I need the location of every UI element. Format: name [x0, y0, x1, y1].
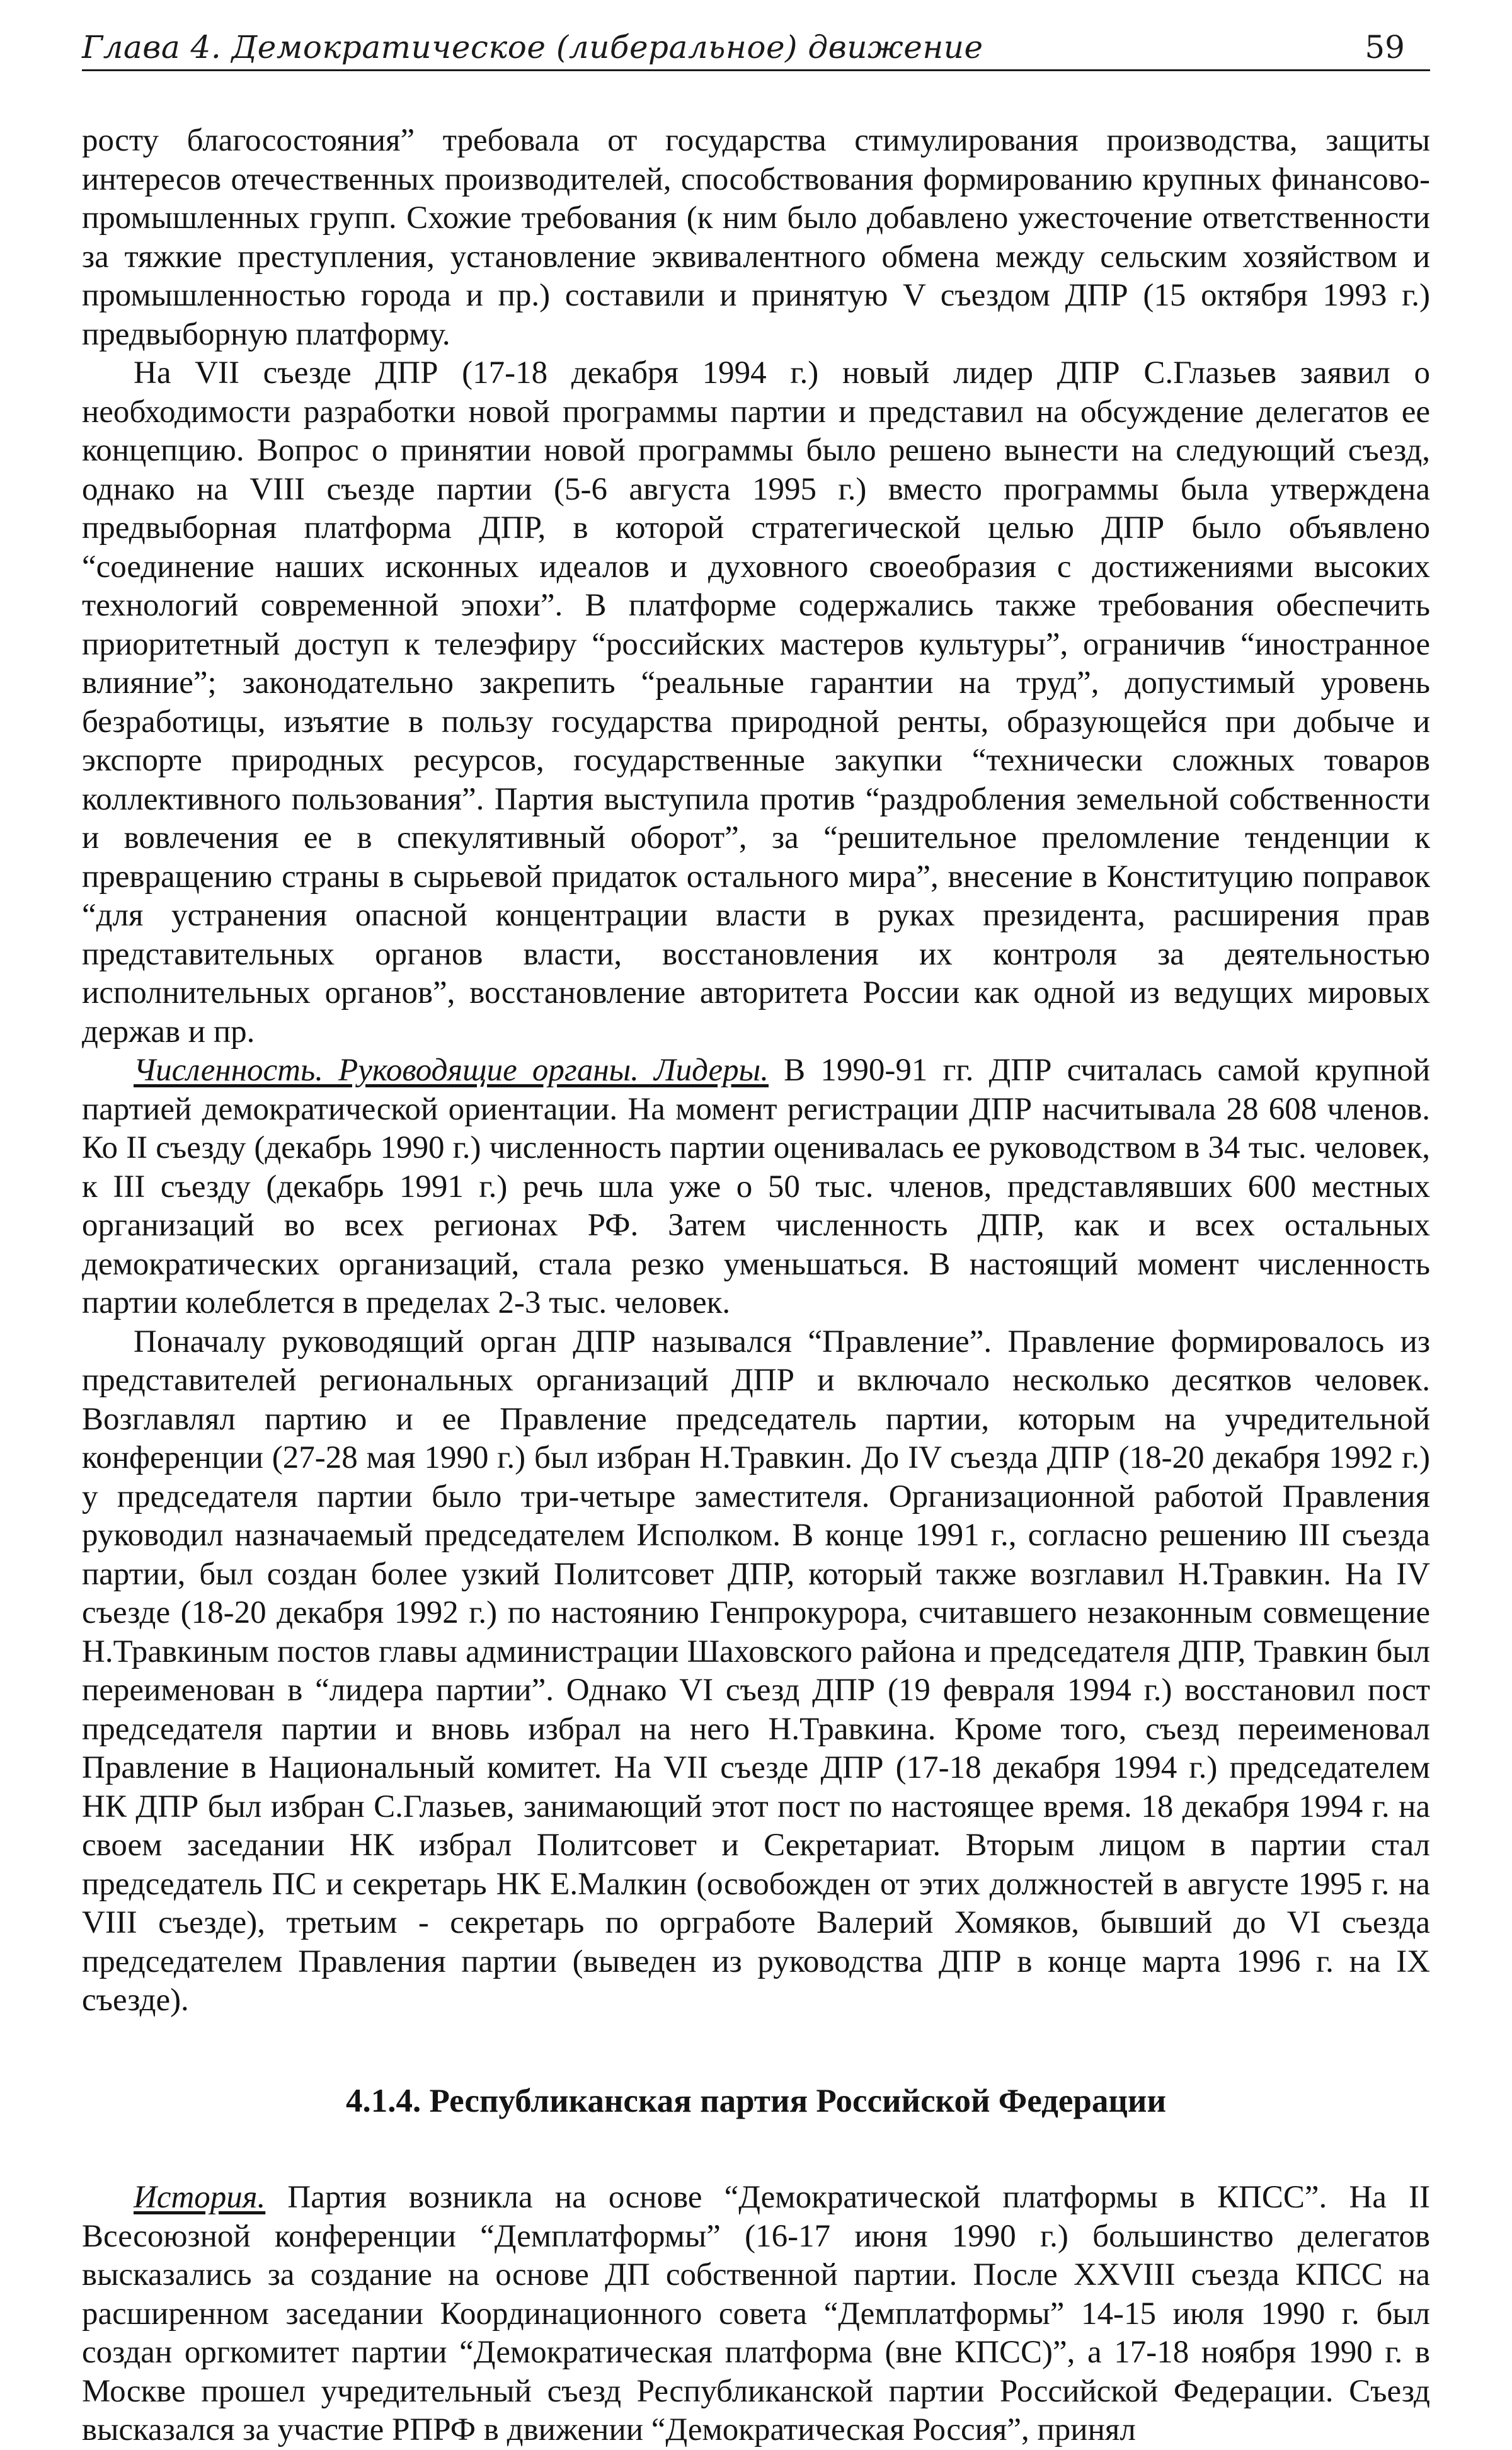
page-number: 59: [1365, 29, 1405, 66]
section-heading: 4.1.4. Республиканская партия Российской Федерации: [345, 2082, 1167, 2119]
book-page: [82, 18, 1430, 2447]
paragraph-membership-text: В 1990-91 гг. ДПР считалась самой крупной партией демократической ориентации. На момент регистрации ДПР насчитывала 28 608 членов. Ко II съезду (декабрь 1990 г.) численность партии оценивалась ее руководством в 34 тыс. человек, к III съезду (декабрь 1991 г.) речь шла уже о 50 тыс. членов, представлявших 600 местных организаций во всех регионах РФ. Затем численность ДПР, как и всех остальных демократических организаций, стала резко уменьшаться. В настоящий момент численность партии колеблется в пределах 2-3 тыс. человек.: [82, 1053, 1430, 1320]
running-header: [82, 18, 1430, 71]
chapter-title: Глава 4. Демократическое (либеральное) движение: [82, 29, 983, 66]
paragraph-continuation: росту благосостояния” требовала от государства стимулирования производства, защиты интересов отечественных производителей, способствования формированию крупных финансово-промышленных групп. Схожие требования (к ним было добавлено ужесточение ответственности за тяжкие преступления, установление эквивалентного обмена между сельским хозяйством и промышленностью города и пр.) составили и принятую V съездом ДПР (15 октября 1993 г.) предвыборную платформу.: [82, 123, 1430, 352]
paragraph-program: На VII съезде ДПР (17-18 декабря 1994 г.) новый лидер ДПР С.Глазьев заявил о необходимости разработки новой программы партии и представил на обсуждение делегатов ее концепцию. Вопрос о принятии новой программы было решено вынести на следующий съезд, однако на VIII съезде партии (5-6 августа 1995 г.) вместо программы была утверждена предвыборная платформа ДПР, в которой стратегической целью ДПР было объявлено “соединение наших исконных идеалов и духовного своеобразия с достижениями высоких технологий современной эпохи”. В платформе содержались также требования обеспечить приоритетный доступ к телеэфиру “российских мастеров культуры”, ограничив “иностранное влияние”; законодательно закрепить “реальные гарантии на труд”, допустимый уровень безработицы, изъятие в пользу государства природной ренты, образующейся при добыче и экспорте природных ресурсов, государственные закупки “технически сложных товаров коллективного пользования”. Партия выступила против “раздробления земельной собственности и вовлечения ее в спекулятивный оборот”, за “решительное преломление тенденции к превращению страны в сырьевой придаток остального мира”, внесение в Конституцию поправок “для устранения опасной концентрации власти в руках президента, расширения прав представительных органов власти, восстановления их контроля за деятельностью исполнительных органов”, восстановление авторитета России как одной из ведущих мировых держав и пр.: [82, 355, 1430, 1050]
paragraph-membership: [82, 1051, 1430, 1323]
paragraph-history: [82, 2178, 1430, 2450]
run-in-heading-history: История.: [134, 2180, 266, 2215]
paragraph-governance: Поначалу руководящий орган ДПР назывался “Правление”. Правление формировалось из представителей региональных организаций ДПР и включало несколько десятков человек. Возглавлял партию и ее Правление председатель партии, которым на учредительной конференции (27-28 мая 1990 г.) был избран Н.Травкин. До IV съезда ДПР (18-20 декабря 1992 г.) у председателя партии было три-четыре заместителя. Организационной работой Правления руководил назначаемый председателем Исполком. В конце 1991 г., согласно решению III съезда партии, был создан более узкий Политсовет ДПР, который также возглавил Н.Травкин. На IV съезде (18-20 декабря 1992 г.) по настоянию Генпрокурора, считавшего незаконным совмещение Н.Травкиным постов главы администрации Шаховского района и председателя ДПР, Травкин был переименован в “лидера партии”. Однако VI съезд ДПР (19 февраля 1994 г.) восстановил пост председателя партии и вновь избрал на него Н.Травкина. Кроме того, съезд переименовал Правление в Национальный комитет. На VII съезде ДПР (17-18 декабря 1994 г.) председателем НК ДПР был избран С.Глазьев, занимающий этот пост по настоящее время. 18 декабря 1994 г. на своем заседании НК избрал Политсовет и Секретариат. Вторым лицом в партии стал председатель ПС и секретарь НК Е.Малкин (освобожден от этих должностей в августе 1995 г. на VIII съезде), третьим - секретарь по оргработе Валерий Хомяков, бывший до VI съезда председателем Правления партии (выведен из руководства ДПР в конце марта 1996 г. на IX съезде).: [82, 1324, 1430, 2018]
paragraph-history-text: Партия возникла на основе “Демократической платформы в КПСС”. На II Всесоюзной конференции “Демплатформы” (16-17 июня 1990 г.) большинство делегатов высказались за создание на основе ДП собственной партии. После XXVIII съезда КПСС на расширенном заседании Координационного совета “Демплатформы” 14-15 июля 1990 г. был создан оргкомитет партии “Демократическая платформа (вне КПСС)”, а 17-18 ноября 1990 г. в Москве прошел учредительный съезд Республиканской партии Российской Федерации. Съезд высказался за участие РПРФ в движении “Демократическая Россия”, принял: [82, 2180, 1430, 2447]
body-text: [82, 122, 1430, 2450]
run-in-heading-membership: Численность. Руководящие органы. Лидеры.: [134, 1053, 769, 1088]
